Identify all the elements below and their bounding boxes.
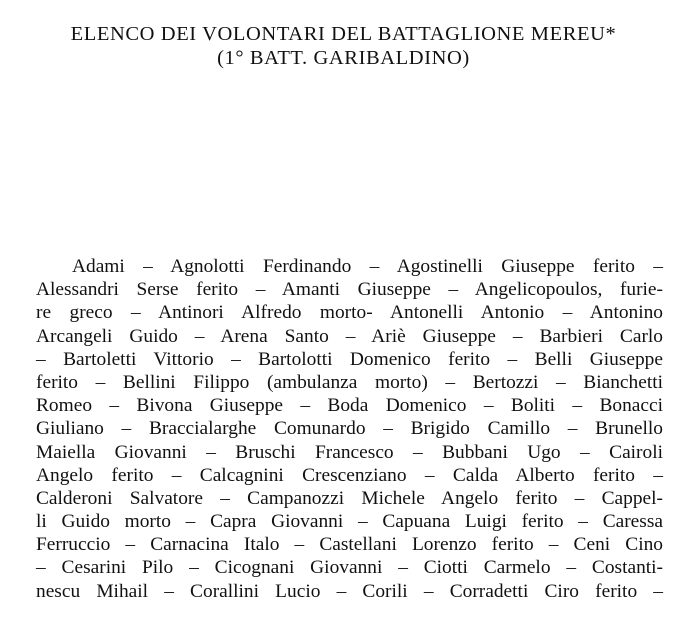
text-line: Romeo – Bivona Giuseppe – Boda Domenico – Boliti – Bonacci (36, 395, 663, 417)
document-title: ELENCO DEI VOLONTARI DEL BATTAGLIONE MEREU* (70, 23, 617, 45)
text-line: – Bartoletti Vittorio – Bartolotti Domenico ferito – Belli Giuseppe (36, 348, 663, 370)
text-line: Arcangeli Guido – Arena Santo – Ariè Giuseppe – Barbieri Carlo (36, 325, 663, 347)
text-line: ferito – Bellini Filippo (ambulanza morto) – Bertozzi – Bianchetti (36, 371, 663, 393)
text-line: li Guido morto – Capra Giovanni – Capuana Luigi ferito – Caressa (36, 511, 663, 533)
text-line: Maiella Giovanni – Bruschi Francesco – Bubbani Ugo – Cairoli (36, 441, 663, 463)
text-line: – Cesarini Pilo – Cicognani Giovanni – Ciotti Carmelo – Costanti- (36, 557, 663, 579)
text-line: Ferruccio – Carnacina Italo – Castellani Lorenzo ferito – Ceni Cino (36, 534, 663, 556)
text-line: Calderoni Salvatore – Campanozzi Michele Angelo ferito – Cappel- (36, 487, 663, 509)
text-line: nescu Mihail – Corallini Lucio – Corili – Corradetti Ciro ferito – (36, 580, 663, 602)
text-line: Angelo ferito – Calcagnini Crescenziano – Calda Alberto ferito – (36, 464, 663, 486)
text-line: re greco – Antinori Alfredo morto- Antonelli Antonio – Antonino (36, 302, 663, 324)
text-line: Giuliano – Braccialarghe Comunardo – Brigido Camillo – Brunello (36, 418, 663, 440)
text-line: Adami – Agnolotti Ferdinando – Agostinelli Giuseppe ferito – (72, 256, 663, 277)
document-subtitle: (1° BATT. GARIBALDINO) (217, 47, 470, 69)
document-heading (0, 22, 687, 70)
text-line: Alessandri Serse ferito – Amanti Giuseppe – Angelicopoulos, furie- (36, 279, 663, 301)
volunteer-list (36, 255, 663, 603)
